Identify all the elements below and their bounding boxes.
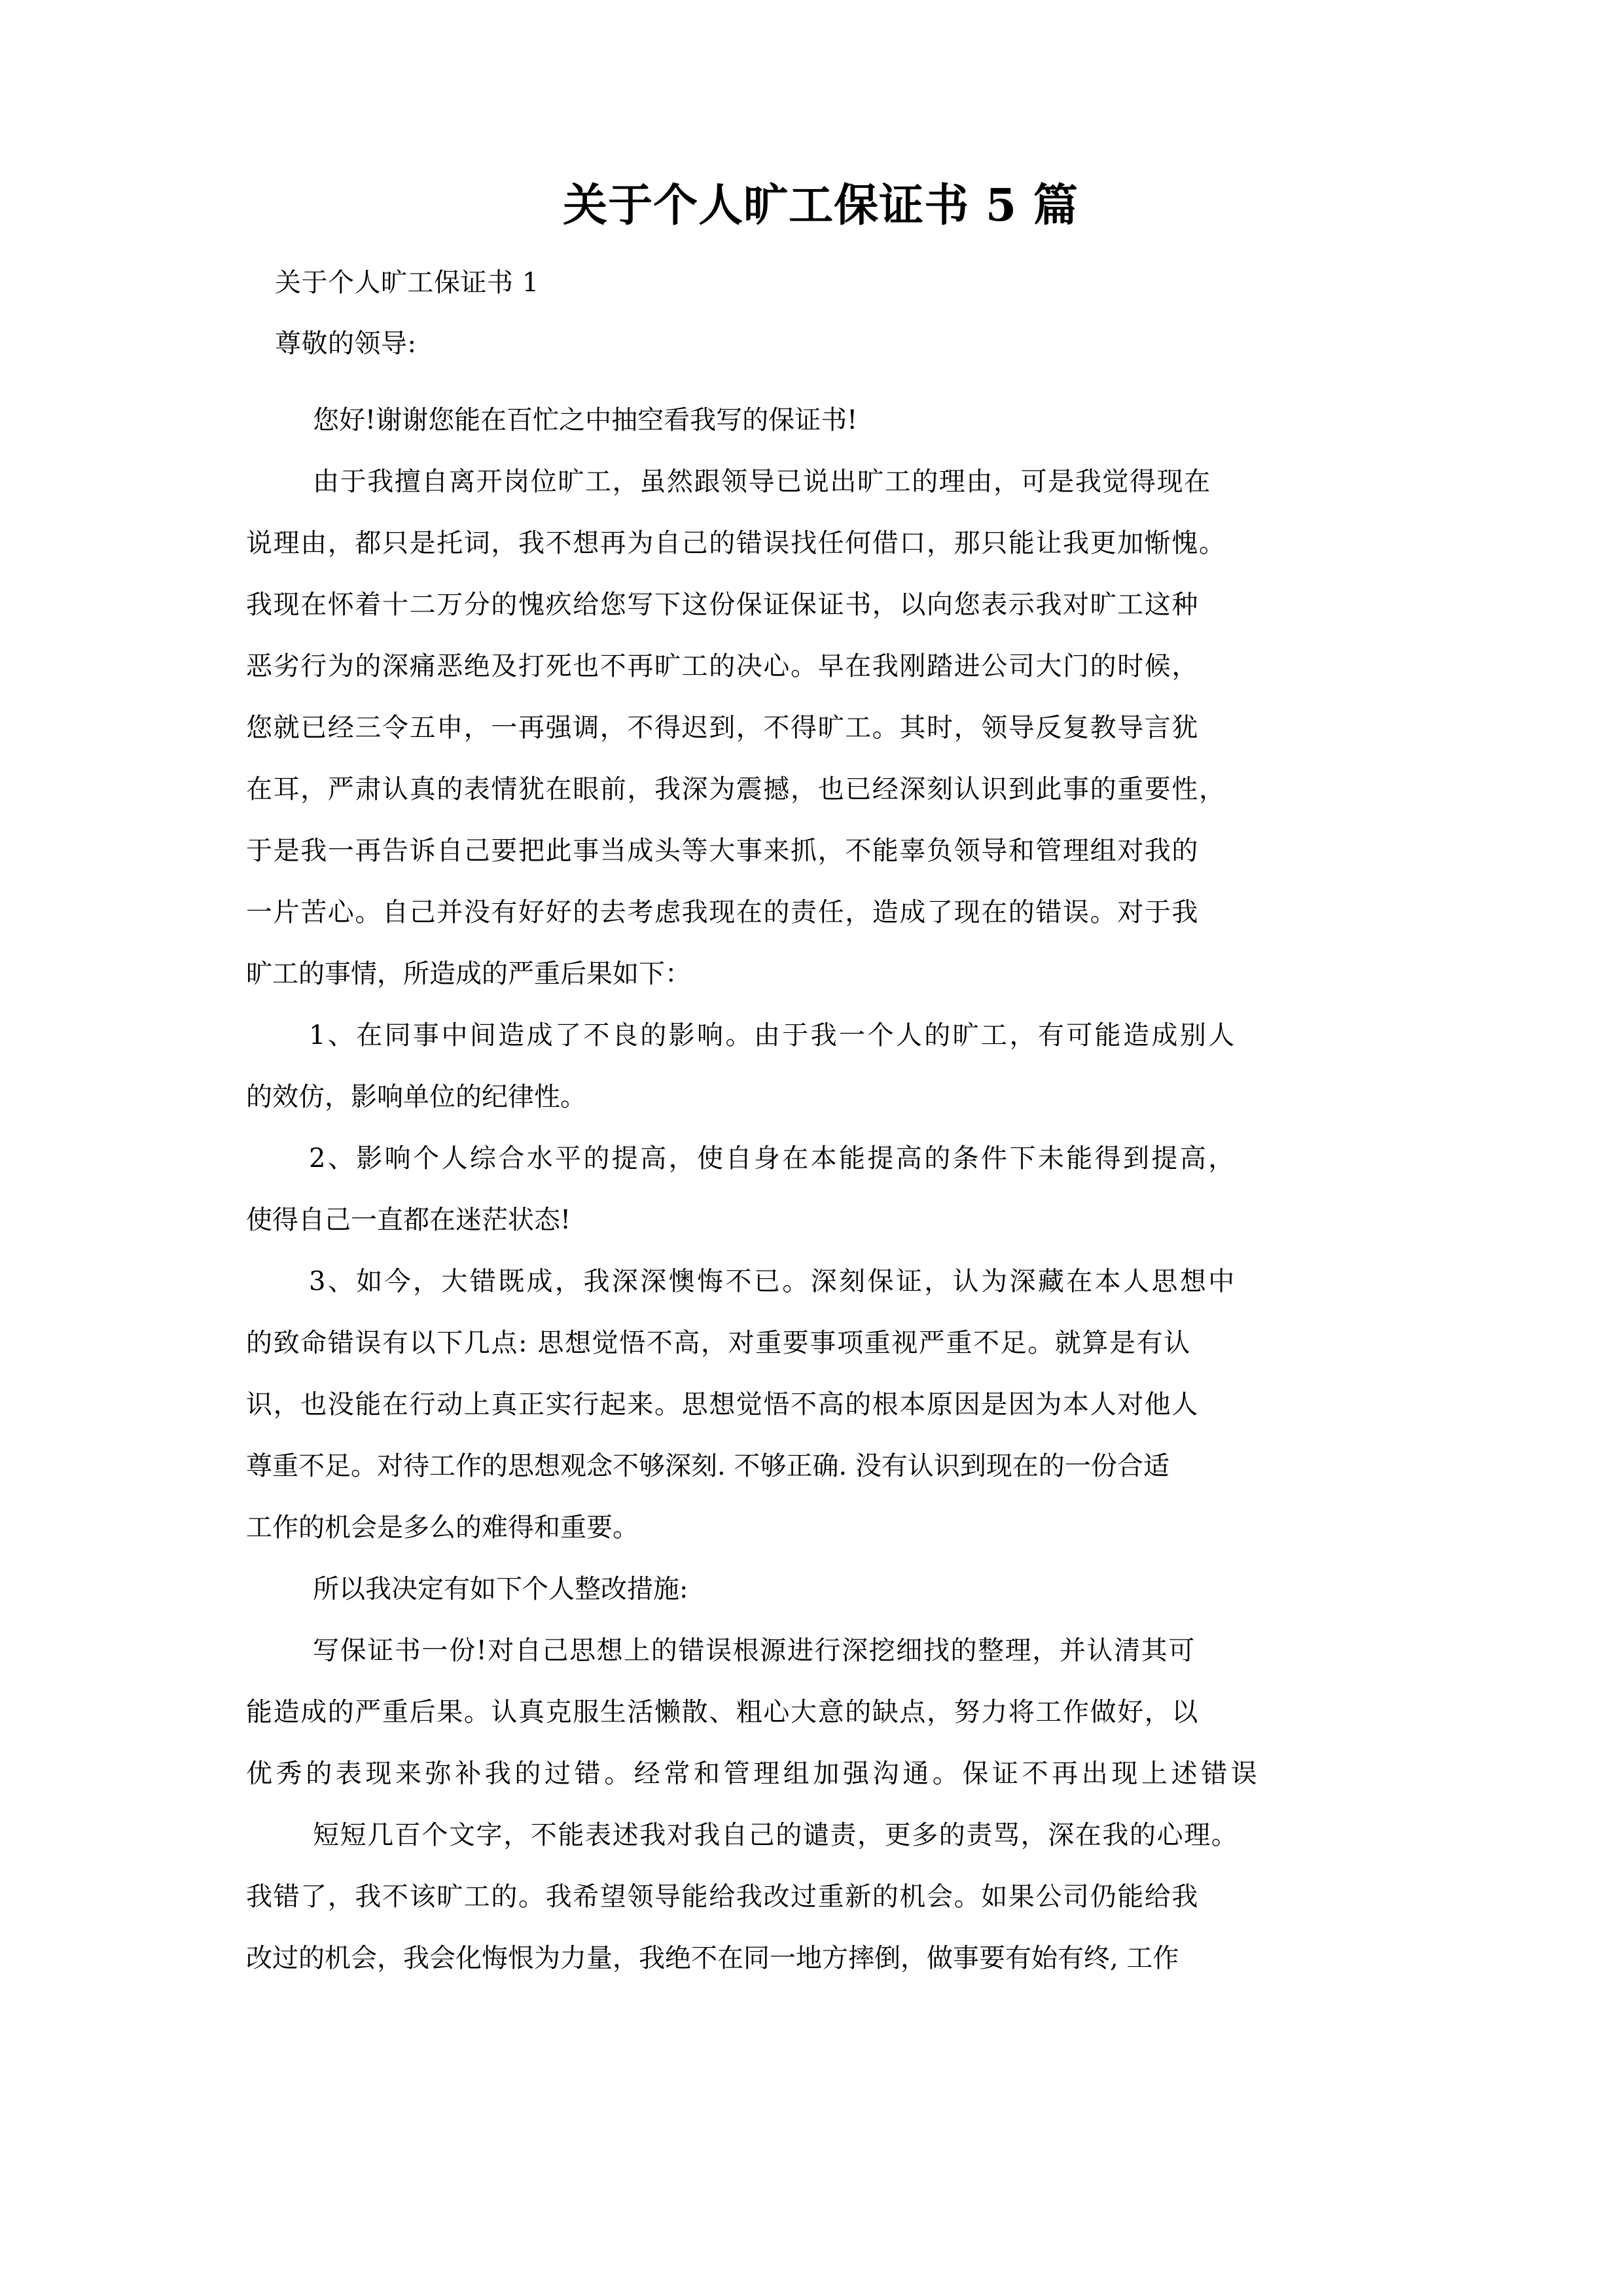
- list-item-line: 1、在同事中间造成了不良的影响。由于我一个人的旷工，有可能造成别人: [309, 1020, 1237, 1050]
- body-line: 在耳，严肃认真的表情犹在眼前，我深为震撼，也已经深刻认识到此事的重要性，: [246, 774, 1226, 804]
- list-item-line: 3、如今，大错既成，我深深懊悔不已。深刻保证，认为深藏在本人思想中: [309, 1266, 1237, 1297]
- closing-paragraph: [246, 1804, 1395, 1989]
- list-item-line: 的效仿，影响单位的纪律性。: [246, 1082, 586, 1112]
- body-line: 于是我一再告诉自己要把此事当成头等大事来抓，不能辜负领导和管理组对我的: [246, 836, 1199, 866]
- list-item-line: 使得自己一直都在迷茫状态!: [246, 1205, 571, 1235]
- body-line: 一片苦心。自己并没有好好的去考虑我现在的责任，造成了现在的错误。对于我: [246, 897, 1199, 927]
- body-paragraph: [246, 451, 1395, 1005]
- measures-line: 能造成的严重后果。认真克服生活懒散、粗心大意的缺点，努力将工作做好，以: [246, 1697, 1199, 1727]
- measures-line: 优秀的表现来弥补我的过错。经常和管理组加强沟通。保证不再出现上述错误: [246, 1759, 1261, 1789]
- list-item: [246, 1251, 1395, 1558]
- measures-paragraph: [246, 1620, 1395, 1804]
- list-item: [246, 1005, 1395, 1128]
- closing-line: 短短几百个文字，不能表述我对我自己的谴责，更多的责骂，深在我的心理。: [313, 1820, 1239, 1850]
- body-line: 您就已经三令五申，一再强调，不得迟到，不得旷工。其时，领导反复教导言犹: [246, 713, 1199, 743]
- list-item-line: 2、影响个人综合水平的提高，使自身在本能提高的条件下未能得到提高，: [309, 1143, 1237, 1174]
- list-item-line: 的致命错误有以下几点: 思想觉悟不高，对重要事项重视严重不足。就算是有认: [246, 1328, 1191, 1358]
- list-item-line: 工作的机会是多么的难得和重要。: [246, 1513, 639, 1543]
- measures-intro-paragraph: [246, 1558, 1395, 1620]
- body-line: 由于我擅自离开岗位旷工，虽然跟领导已说出旷工的理由，可是我觉得现在: [313, 467, 1211, 497]
- list-item-line: 识，也没能在行动上真正实行起来。思想觉悟不高的根本原因是因为本人对他人: [246, 1390, 1199, 1420]
- list-item: [246, 1128, 1395, 1251]
- spacer: [246, 359, 1395, 389]
- body-line: 我现在怀着十二万分的愧疚给您写下这份保证保证书，以向您表示我对旷工这种: [246, 590, 1199, 620]
- salutation: 尊敬的领导:: [275, 329, 417, 359]
- greeting-line: 您好!谢谢您能在百忙之中抽空看我写的保证书!: [313, 405, 858, 435]
- page-title: 关于个人旷工保证书 5 篇: [563, 179, 1079, 232]
- closing-line: 改过的机会，我会化悔恨为力量，我绝不在同一地方摔倒，做事要有始有终, 工作: [246, 1943, 1179, 1973]
- body-line: 恶劣行为的深痛恶绝及打死也不再旷工的决心。早在我刚踏进公司大门的时候，: [246, 651, 1199, 681]
- greeting-paragraph: [246, 389, 1395, 451]
- body-line: 说理由，都只是托词，我不想再为自己的错误找任何借口，那只能让我更加惭愧。: [246, 528, 1226, 558]
- document-subtitle: 关于个人旷工保证书 1: [275, 268, 539, 298]
- document-content-column: [246, 0, 1395, 1989]
- closing-line: 我错了，我不该旷工的。我希望领导能给我改过重新的机会。如果公司仍能给我: [246, 1882, 1199, 1912]
- body-line: 旷工的事情，所造成的严重后果如下：: [246, 959, 691, 989]
- measures-intro-line: 所以我决定有如下个人整改措施:: [313, 1574, 688, 1604]
- list-item-line: 尊重不足。对待工作的思想观念不够深刻. 不够正确. 没有认识到现在的一份合适: [246, 1451, 1169, 1481]
- measures-line: 写保证书一份!对自己思想上的错误根源进行深挖细找的整理，并认清其可: [313, 1636, 1196, 1666]
